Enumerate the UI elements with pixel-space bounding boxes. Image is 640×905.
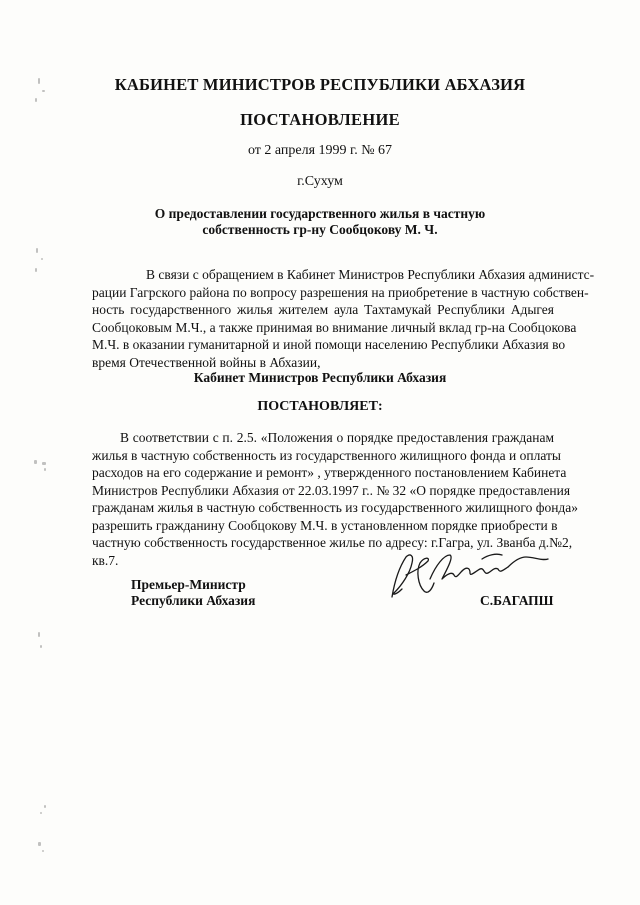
resolving-body: Кабинет Министров Республики Абхазия xyxy=(193,370,447,385)
body-line: частную собственность государственное жилье по адресу: г.Гагра, ул. Званба д.№2, xyxy=(92,535,573,550)
document-type-title: ПОСТАНОВЛЕНИЕ xyxy=(240,110,400,129)
body-line: гражданам жилья в частную собственность из государственного жилищного фонда» xyxy=(92,500,579,515)
signer-title-line: Республики Абхазия xyxy=(131,593,256,608)
organization-header: КАБИНЕТ МИНИСТРОВ РЕСПУБЛИКИ АБХАЗИЯ xyxy=(114,75,526,94)
preamble-line: В связи с обращением в Кабинет Министров Республики Абхазия администс- xyxy=(146,267,595,282)
subject-line: собственность гр-ну Сообцокову М. Ч. xyxy=(202,222,438,237)
signer-name: С.БАГАПШ xyxy=(480,593,554,608)
preamble-line: М.Ч. в оказании гуманитарной и иной помощи населению Республики Абхазия во xyxy=(92,337,566,352)
signer-title-line: Премьер-Министр xyxy=(131,577,246,592)
preamble-line: время Отечественной войны в Абхазии, xyxy=(92,354,321,370)
body-line: жилья в частную собственность из государственного жилищного фонда и оплаты xyxy=(92,447,561,463)
decrees-heading: ПОСТАНОВЛЯЕТ: xyxy=(257,399,383,414)
preamble-line: Сообцоковым М.Ч., а также принимая во внимание личный вклад гр-на Сообцокова xyxy=(92,319,577,335)
document-subject xyxy=(0,206,640,238)
document-place: г.Сухум xyxy=(297,174,343,189)
preamble-paragraph xyxy=(92,266,595,371)
body-line: В соответствии с п. 2.5. «Положения о порядке предоставления гражданам xyxy=(120,430,554,445)
body-line: Министров Республики Абхазия от 22.03.1997 г.. № 32 «О порядке предоставления xyxy=(92,482,571,498)
subject-line: О предоставлении государственного жилья в частную xyxy=(154,206,486,221)
body-line: разрешить гражданину Сообцокову М.Ч. в установленном порядке приобрести в xyxy=(92,517,558,533)
body-line: расходов на его содержание и ремонт» , утвержденного постановлением Кабинета xyxy=(92,465,567,480)
preamble-line: ность государственного жилья жителем аула Тахтамукай Республики Адыгея xyxy=(92,302,554,317)
body-line: кв.7. xyxy=(92,552,119,568)
document-date-number: от 2 апреля 1999 г. № 67 xyxy=(247,143,393,158)
preamble-line: рации Гагрского района по вопросу разрешения на приобретение в частную собствен- xyxy=(92,284,589,300)
signer-title xyxy=(131,577,255,609)
